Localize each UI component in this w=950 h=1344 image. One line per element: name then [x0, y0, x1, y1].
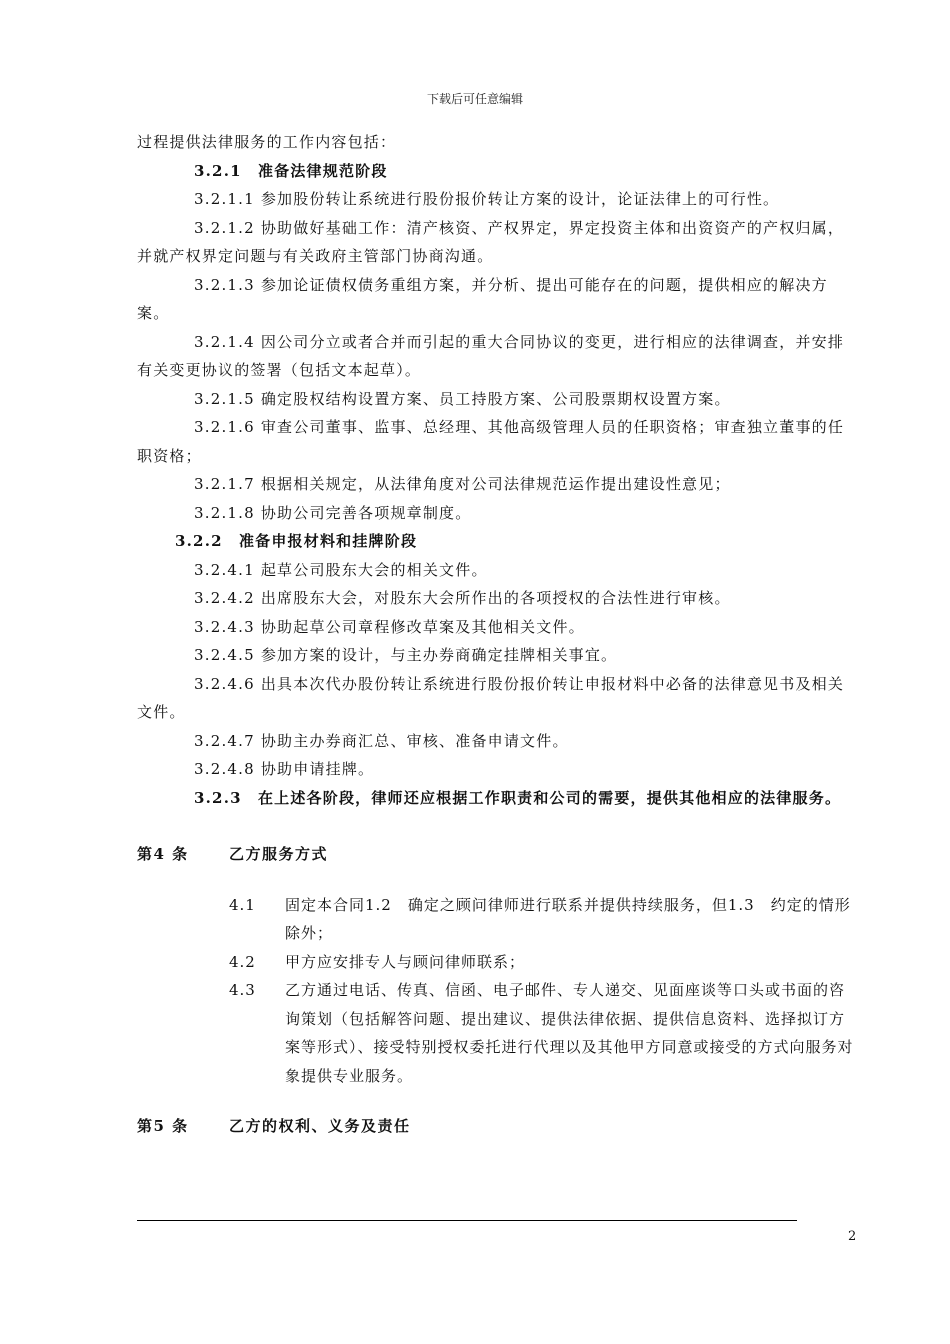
item-number: 4.1	[229, 895, 256, 914]
article-5-heading	[137, 1112, 859, 1141]
clause-3-2-1-6: 3.2.1.6 审查公司董事、监事、总经理、其他高级管理人员的任职资格；审查独立董事的任职资格；	[137, 418, 845, 465]
clause-3-2-1-4: 3.2.1.4 因公司分立或者合并而引起的重大合同协议的变更，进行相应的法律调查，并安排有关变更协议的签署（包括文本起草）。	[137, 332, 845, 379]
item-number: 4.3	[229, 981, 256, 999]
article-4-title: 乙方服务方式	[229, 845, 329, 863]
item-text: 固定本合同1.2 确定之顾问律师进行联系并提供持续服务，但1.3 约定的情形除外；	[285, 895, 851, 942]
document-body	[137, 128, 859, 1141]
section-3-2-3-paragraph: 3.2.3 在上述各阶段，律师还应根据工作职责和公司的需要，提供其他相应的法律服务。	[194, 788, 842, 807]
clause-3-2-1-1: 3.2.1.1 参加股份转让系统进行股份报价转让方案的设计，论证法律上的可行性。	[194, 190, 780, 208]
footer-divider	[137, 1220, 797, 1221]
clause-3-2-4-8: 3.2.4.8 协助申请挂牌。	[194, 760, 375, 778]
section-3-2-1-heading: 3.2.1 准备法律规范阶段	[194, 161, 388, 180]
page-header: 下载后可任意编辑	[426, 92, 523, 106]
clause-3-2-4-2: 3.2.4.2 出席股东大会，对股东大会所作出的各项授权的合法性进行审核。	[194, 589, 731, 607]
list-item	[229, 891, 859, 948]
clause-3-2-4-3: 3.2.4.3 协助起草公司章程修改草案及其他相关文件。	[194, 617, 585, 636]
article-5-title: 乙方的权利、义务及责任	[229, 1117, 411, 1135]
list-item	[229, 948, 859, 977]
clause-3-2-4-5: 3.2.4.5 参加方案的设计，与主办券商确定挂牌相关事宜。	[194, 646, 618, 664]
clause-3-2-1-5: 3.2.1.5 确定股权结构设置方案、员工持股方案、公司股票期权设置方案。	[194, 389, 731, 408]
clause-3-2-4-7: 3.2.4.7 协助主办券商汇总、审核、准备申请文件。	[194, 731, 569, 750]
clause-3-2-4-1: 3.2.4.1 起草公司股东大会的相关文件。	[194, 560, 488, 579]
list-item	[229, 976, 859, 1090]
page-number: 2	[848, 1229, 857, 1244]
item-number: 4.2	[229, 952, 256, 971]
article-4-heading	[137, 840, 859, 869]
clause-3-2-1-2: 3.2.1.2 协助做好基础工作：清产核资、产权界定，界定投资主体和出资资产的产权归属，并就产权界定问题与有关政府主管部门协商沟通。	[137, 218, 845, 265]
clause-3-2-1-8: 3.2.1.8 协助公司完善各项规章制度。	[194, 503, 472, 522]
clause-3-2-4-6: 3.2.4.6 出具本次代办股份转让系统进行股份报价转让申报材料中必备的法律意见书及相关文件。	[137, 674, 845, 721]
section-3-2-2-heading: 3.2.2 准备申报材料和挂牌阶段	[175, 532, 418, 550]
intro-paragraph: 过程提供法律服务的工作内容包括：	[137, 133, 397, 151]
article-4-number: 第4 条	[137, 845, 189, 863]
item-text: 甲方应安排专人与顾问律师联系；	[285, 952, 526, 971]
clause-3-2-1-3: 3.2.1.3 参加论证债权债务重组方案，并分析、提出可能存在的问题，提供相应的解决方案。	[137, 275, 828, 322]
item-text: 乙方通过电话、传真、信函、电子邮件、专人递交、见面座谈等口头或书面的咨询策划（包括解答问题、提出建议、提供法律依据、提供信息资料、选择拟订方案等形式）、接受特别授权委托进行代理以及其他甲方同意或接受的方式向服务对象提供专业服务。	[285, 981, 854, 1085]
article-5-number: 第5 条	[137, 1117, 189, 1135]
clause-3-2-1-7: 3.2.1.7 根据相关规定，从法律角度对公司法律规范运作提出建设性意见；	[194, 475, 731, 493]
